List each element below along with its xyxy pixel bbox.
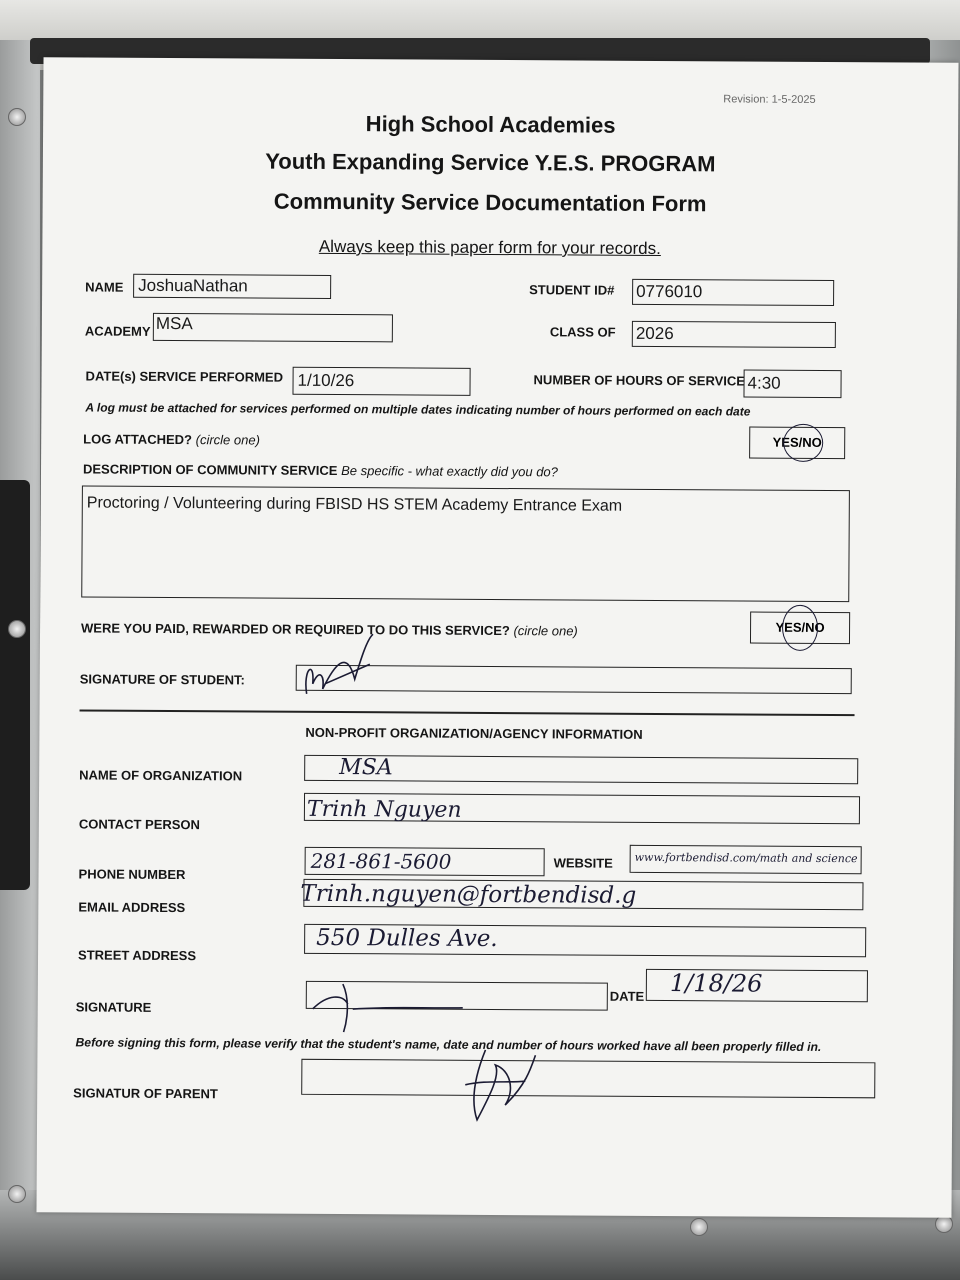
date-handwritten: 1/18/26 xyxy=(669,969,763,998)
screw-icon xyxy=(690,1218,708,1236)
dates-label: DATE(s) SERVICE PERFORMED xyxy=(85,368,284,385)
section-divider xyxy=(80,709,855,715)
no-circle-mark xyxy=(782,605,818,651)
parent-signature-scribble xyxy=(455,1045,545,1126)
student-id-value: 0776010 xyxy=(636,281,703,302)
screw-icon xyxy=(8,1185,26,1203)
org-name-label: NAME OF ORGANIZATION xyxy=(79,767,243,784)
log-attached-yes-no[interactable]: YES/NO xyxy=(749,427,845,460)
phone-label: PHONE NUMBER xyxy=(78,866,186,883)
description-value: Proctoring / Volunteering during FBISD HS STEM Academy Entrance Exam xyxy=(86,494,623,515)
street-label: STREET ADDRESS xyxy=(78,947,197,964)
org-signature-scribble xyxy=(308,974,468,1035)
street-handwritten: 550 Dulles Ave. xyxy=(316,924,498,953)
parent-signature-label: SIGNATUR OF PARENT xyxy=(73,1085,218,1102)
screw-icon xyxy=(8,108,26,126)
form-paper xyxy=(36,57,958,1218)
paid-label: WERE YOU PAID, REWARDED OR REQUIRED TO DO THIS SERVICE? (circle one) xyxy=(81,620,578,639)
phone-handwritten: 281-861-5600 xyxy=(310,848,452,874)
hours-value: 4:30 xyxy=(747,373,781,393)
name-label: NAME xyxy=(85,279,124,295)
form-title-2: Youth Expanding Service Y.E.S. PROGRAM xyxy=(265,148,716,177)
revision-label: Revision: 1-5-2025 xyxy=(723,93,816,106)
hours-label: NUMBER OF HOURS OF SERVICE xyxy=(533,372,746,389)
signature-label: SIGNATURE xyxy=(75,999,152,1015)
log-note: A log must be attached for services performed on multiple dates indicating number of hours performed on each date xyxy=(85,400,751,419)
contact-label: CONTACT PERSON xyxy=(78,816,201,833)
class-of-label: CLASS OF xyxy=(549,324,616,340)
keep-records-note: Always keep this paper form for your records. xyxy=(318,236,661,258)
log-attached-label: LOG ATTACHED? (circle one) xyxy=(83,431,260,448)
email-label: EMAIL ADDRESS xyxy=(78,899,186,916)
no-circle-mark xyxy=(783,424,823,462)
date-label: DATE xyxy=(609,988,645,1004)
form-title-1: High School Academies xyxy=(365,111,616,138)
org-section-title: NON-PROFIT ORGANIZATION/AGENCY INFORMATION xyxy=(305,724,643,742)
name-value: JoshuaNathan xyxy=(138,275,248,296)
org-name-handwritten: MSA xyxy=(339,755,393,781)
parent-signature-field[interactable] xyxy=(301,1059,875,1099)
clipboard-clip xyxy=(0,480,30,890)
screw-icon xyxy=(8,620,26,638)
verify-note: Before signing this form, please verify that the student's name, date and number of hours worked have all been properly filled in. xyxy=(75,1035,822,1054)
form-title-3: Community Service Documentation Form xyxy=(273,188,707,217)
website-label: WEBSITE xyxy=(553,855,613,871)
contact-handwritten: Trinh Nguyen xyxy=(306,796,462,823)
email-handwritten: Trinh.nguyen@fortbendisd.g xyxy=(300,880,637,909)
paid-yes-no[interactable]: YES/NO xyxy=(750,612,850,645)
student-signature-scribble xyxy=(295,629,385,705)
academy-label: ACADEMY xyxy=(84,323,151,339)
student-id-label: STUDENT ID# xyxy=(529,282,615,298)
website-handwritten: www.fortbendisd.com/math and science xyxy=(634,850,858,866)
student-signature-label: SIGNATURE OF STUDENT: xyxy=(79,671,245,688)
academy-value: MSA xyxy=(155,313,193,334)
dates-value: 1/10/26 xyxy=(297,370,355,391)
class-of-value: 2026 xyxy=(635,323,674,344)
description-label: DESCRIPTION OF COMMUNITY SERVICE Be specific - what exactly did you do? xyxy=(82,461,558,480)
